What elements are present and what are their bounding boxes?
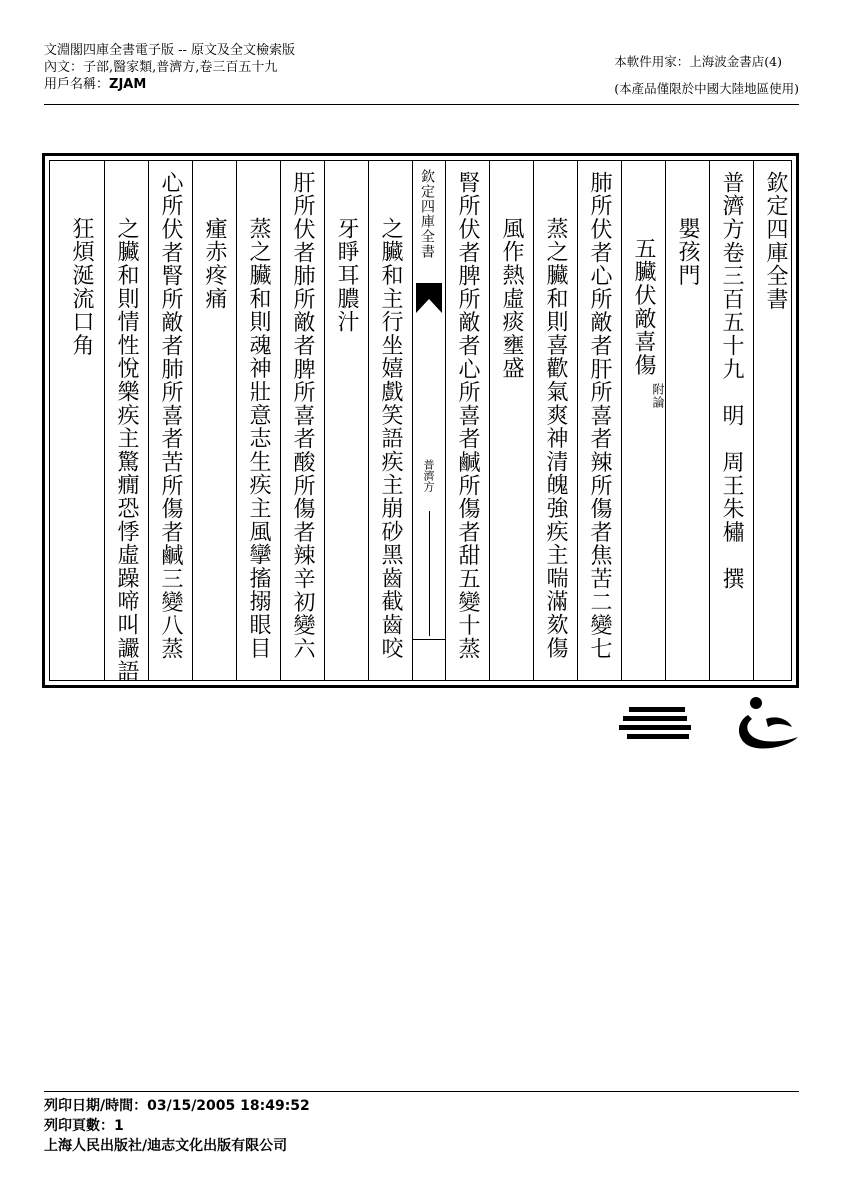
banxin-fold [412, 161, 445, 680]
column-text: 之臟和主行坐嬉戲笑語疾主崩砂黑齒截齒咬 [378, 217, 403, 660]
header-info [44, 42, 295, 93]
column-text: 風作熱虛痰壅盛 [499, 217, 524, 381]
text-column [753, 161, 797, 680]
book-page-inner [49, 160, 792, 681]
column-text: 之臟和則情性悅樂疾主驚癇恐悸虛躁啼叫讝語 [114, 217, 139, 683]
book-page-frame [42, 153, 799, 688]
banxin-center-line [429, 511, 430, 636]
column-text: 肝所伏者肺所敵者脾所喜者酸所傷者辣辛初變六 [290, 171, 315, 661]
publisher-line: 上海人民出版社/迪志文化出版有限公司 [44, 1138, 288, 1154]
text-column [489, 161, 533, 680]
appended-note: 附論 [651, 383, 665, 409]
user-row [44, 76, 295, 93]
text-column [324, 161, 368, 680]
fish-tail-mark-icon [416, 283, 442, 323]
column-text: 心所伏者腎所敵者肺所喜者苦所傷者鹹三變八蒸 [158, 171, 183, 661]
column-text: 瘇赤疼痛 [202, 217, 227, 311]
publisher-logo-bars [619, 705, 695, 749]
text-column [104, 161, 148, 683]
footer-info [44, 1096, 310, 1156]
print-datetime: 列印日期/時間：03/15/2005 18:49:52 [44, 1098, 310, 1114]
column-text: 五臟伏敵喜傷 [631, 237, 656, 377]
region-line: (本產品僅限於中國大陸地區使用) [614, 81, 799, 96]
banxin-title: 欽定四庫全書 [419, 169, 435, 259]
banxin-book-name: 普濟方 [422, 459, 435, 492]
text-column [148, 161, 192, 680]
column-text: 嬰孩門 [675, 217, 700, 287]
user-name: ZJAM [109, 77, 147, 92]
column-text: 蒸之臟和則喜歡氣爽神清魄強疾主喘滿欬傷 [543, 217, 568, 660]
user-label: 用戶名稱： [44, 77, 110, 92]
text-column [280, 161, 324, 680]
column-text: 蒸之臟和則魂神壯意志生疾主風攣搐搦眼目 [246, 217, 271, 660]
column-text: 普濟方卷三百五十九 明 周王朱橚 撰 [719, 171, 744, 591]
edition-title: 文淵閣四庫全書電子版 -- 原文及全文檢索版 [44, 43, 296, 58]
license-info [614, 48, 799, 102]
banxin-bottom-bar [413, 639, 445, 640]
publisher-logo-seal [732, 693, 802, 757]
content-path: 內文：子部,醫家類,普濟方,卷三百五十九 [44, 60, 278, 75]
footer-divider [44, 1091, 799, 1092]
header-divider [44, 104, 799, 105]
license-line: 本軟件用家：上海波金書店(4) [614, 54, 782, 69]
column-text: 欽定四庫全書 [763, 171, 788, 311]
text-column [192, 161, 236, 680]
print-pages: 列印頁數：1 [44, 1118, 124, 1134]
text-column [236, 161, 280, 680]
text-column [665, 161, 709, 680]
text-column [621, 161, 665, 680]
column-text: 腎所伏者脾所敵者心所喜者鹹所傷者甜五變十蒸 [455, 171, 480, 661]
text-column [60, 161, 104, 680]
column-text: 肺所伏者心所敵者肝所喜者辣所傷者焦苦二變七 [587, 171, 612, 661]
text-column [577, 161, 621, 680]
column-text: 狂煩涎流口角 [69, 217, 94, 357]
text-column [709, 161, 753, 680]
text-column [533, 161, 577, 680]
text-column [368, 161, 412, 680]
column-text: 牙睜耳膿汁 [334, 217, 359, 334]
text-column [445, 161, 489, 680]
